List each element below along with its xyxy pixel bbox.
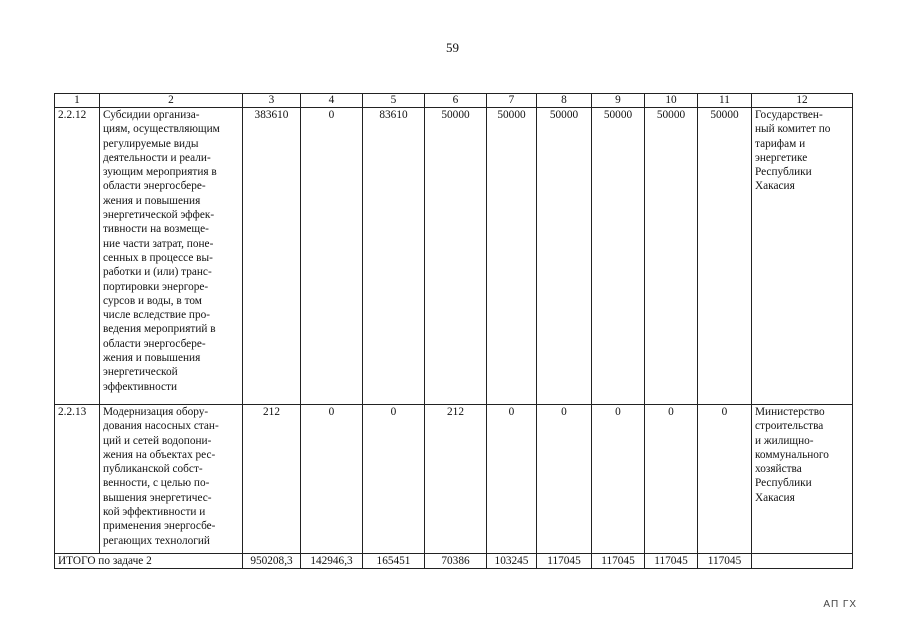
- executor-line: Министерство: [755, 406, 825, 418]
- description-line: циям, осуществляющим: [103, 123, 220, 136]
- description-line: кой эффективности и: [103, 506, 206, 519]
- description-line: зующим мероприятия в: [103, 166, 217, 179]
- value-cell: 0: [301, 108, 363, 405]
- value-cell: 0: [301, 405, 363, 554]
- description-line: энергетической эффек-: [103, 209, 215, 222]
- value-cell: 212: [425, 405, 487, 554]
- executor-cell: [752, 108, 853, 405]
- description-line: области энергосбере-: [103, 180, 206, 193]
- value-cell: 383610: [243, 108, 301, 405]
- row-code: 2.2.13: [55, 405, 100, 554]
- executor-line: Республики: [755, 477, 812, 490]
- value-cell: 83610: [363, 108, 425, 405]
- description-line: тивности на возмеще-: [103, 223, 209, 236]
- executor-line: Хакасия: [755, 180, 795, 193]
- column-header: 12: [752, 94, 853, 108]
- column-header: 1: [55, 94, 100, 108]
- value-cell: 50000: [592, 108, 645, 405]
- description-line: дования насосных стан-: [103, 420, 219, 433]
- total-row: [55, 554, 853, 569]
- executor-line: энергетике: [755, 151, 808, 164]
- description-line: применения энергосбе-: [103, 520, 216, 533]
- description-line: жения и повышения: [103, 194, 201, 207]
- budget-table: [54, 93, 853, 569]
- executor-line: Хакасия: [755, 491, 795, 504]
- page-number: 59: [446, 40, 459, 55]
- executor-line: коммунального: [755, 448, 829, 461]
- description-line: области энергосбере-: [103, 337, 206, 350]
- column-header: 7: [487, 94, 537, 108]
- executor-line: ный комитет по: [755, 123, 831, 136]
- value-cell: 50000: [425, 108, 487, 405]
- total-executor: [752, 554, 853, 569]
- executor-line: Республики: [755, 166, 812, 179]
- column-header: 6: [425, 94, 487, 108]
- value-cell: 50000: [537, 108, 592, 405]
- total-label: ИТОГО по задаче 2: [55, 554, 243, 569]
- description-line: числе вследствие про-: [103, 309, 211, 322]
- description-line: Субсидии организа-: [103, 109, 200, 121]
- description-line: энергетической: [103, 366, 178, 379]
- executor-line: тарифам и: [755, 137, 806, 150]
- table-header-row: [55, 94, 853, 108]
- value-cell: 212: [243, 405, 301, 554]
- column-header: 11: [698, 94, 752, 108]
- total-value: 142946,3: [301, 554, 363, 569]
- description-line: портировки энергоре-: [103, 280, 209, 293]
- description-line: ций и сетей водопони-: [103, 434, 212, 447]
- value-cell: 0: [698, 405, 752, 554]
- value-cell: 0: [487, 405, 537, 554]
- description-line: сенных в процессе вы-: [103, 251, 213, 264]
- total-value: 117045: [537, 554, 592, 569]
- description-line: работки и (или) транс-: [103, 266, 212, 279]
- description-line: вышения энергетичес-: [103, 491, 212, 504]
- total-value: 70386: [425, 554, 487, 569]
- table-row: [55, 405, 853, 554]
- description-line: Модернизация обору-: [103, 406, 209, 418]
- row-code: 2.2.12: [55, 108, 100, 405]
- description-line: жения и повышения: [103, 352, 201, 365]
- executor-line: и жилищно-: [755, 434, 814, 447]
- value-cell: 0: [537, 405, 592, 554]
- column-header: 9: [592, 94, 645, 108]
- table-row: [55, 108, 853, 405]
- value-cell: 0: [645, 405, 698, 554]
- executor-line: хозяйства: [755, 463, 802, 476]
- column-header: 5: [363, 94, 425, 108]
- description-line: ние части затрат, поне-: [103, 237, 214, 250]
- total-value: 117045: [698, 554, 752, 569]
- column-header: 4: [301, 94, 363, 108]
- executor-cell: [752, 405, 853, 554]
- description-line: эффективности: [103, 380, 177, 393]
- value-cell: 50000: [487, 108, 537, 405]
- value-cell: 50000: [698, 108, 752, 405]
- description-line: деятельности и реали-: [103, 151, 211, 164]
- footer-mark: АП ГХ: [823, 599, 857, 610]
- description-line: публиканской собст-: [103, 463, 203, 476]
- total-value: 950208,3: [243, 554, 301, 569]
- description-line: венности, с целью по-: [103, 477, 210, 490]
- executor-line: строительства: [755, 420, 824, 433]
- description-line: регулируемые виды: [103, 137, 199, 150]
- row-description: [100, 108, 243, 405]
- description-line: сурсов и воды, в том: [103, 294, 202, 307]
- total-value: 165451: [363, 554, 425, 569]
- description-line: ведения мероприятий в: [103, 323, 216, 336]
- value-cell: 0: [592, 405, 645, 554]
- row-description: [100, 405, 243, 554]
- executor-line: Государствен-: [755, 109, 823, 121]
- value-cell: 0: [363, 405, 425, 554]
- column-header: 2: [100, 94, 243, 108]
- value-cell: 50000: [645, 108, 698, 405]
- column-header: 10: [645, 94, 698, 108]
- column-header: 8: [537, 94, 592, 108]
- description-line: регающих технологий: [103, 534, 210, 547]
- total-value: 117045: [645, 554, 698, 569]
- description-line: жения на объектах рес-: [103, 448, 216, 461]
- total-value: 117045: [592, 554, 645, 569]
- column-header: 3: [243, 94, 301, 108]
- total-value: 103245: [487, 554, 537, 569]
